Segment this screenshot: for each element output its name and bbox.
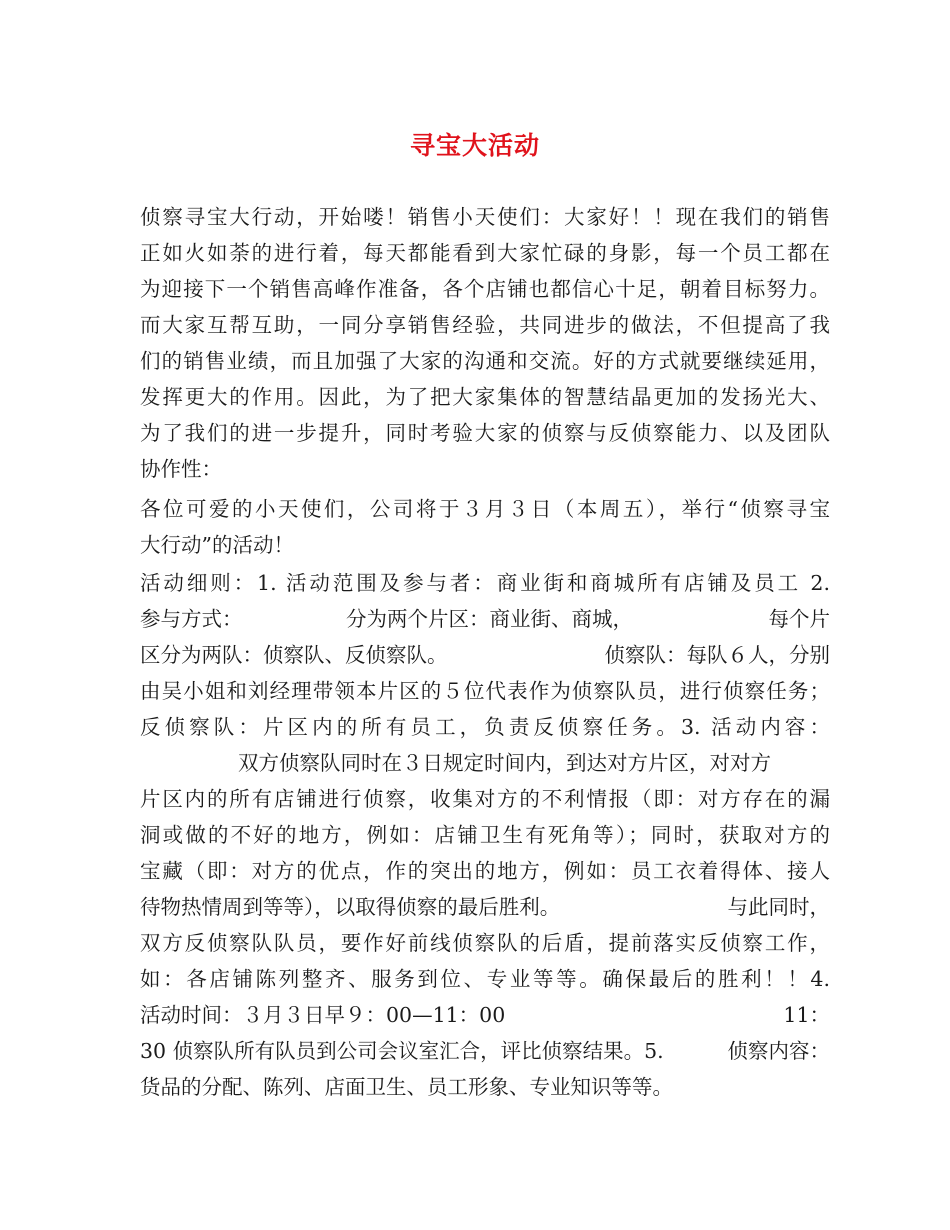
text-segment: 侦察队：每队６人，分别 [604,643,830,667]
paragraph-line: 如：各店铺陈列整齐、服务到位、专业等等。确保最后的胜利！！4. [140,967,830,991]
paragraph-line: 各位可爱的小天使们，公司将于３月３日（本周五），举行“侦察寻宝 [140,497,830,521]
paragraph-line-spaced [140,602,830,636]
paragraph-line: 协作性： [140,457,222,481]
text-segment: 侦察内容： [727,1039,830,1063]
paragraph-line: 宝藏（即：对方的优点，作的突出的地方，例如：员工衣着得体、接人 [140,859,830,883]
text-segment: 与此同时， [727,895,830,919]
text-segment: 待物热情周到等等），以取得侦察的最后胜利。 [140,895,561,919]
text-segment: 区分为两队：侦察队、反侦察队。 [140,643,448,667]
paragraph-line: 大行动”的活动！ [140,533,294,557]
paragraph-line-indented: 双方侦察队同时在３日规定时间内，到达对方片区，对对方 [238,751,771,775]
paragraph-line: 货品的分配、陈列、店面卫生、员工形象、专业知识等等。 [140,1075,673,1099]
paragraph-line: 为迎接下一个销售高峰作准备，各个店铺也都信心十足，朝着目标努力。 [140,277,830,301]
paragraph-line: 正如火如荼的进行着，每天都能看到大家忙碌的身影，每一个员工都在 [140,241,830,265]
paragraph-line: 们的销售业绩，而且加强了大家的沟通和交流。好的方式就要继续延用， [140,349,830,373]
text-segment: 30 侦察队所有队员到公司会议室汇合，评比侦察结果。5. [140,1039,664,1063]
paragraph-line: 活动细则：1. 活动范围及参与者：商业街和商城所有店铺及员工 2. [140,571,830,595]
text-segment: 活动时间：３月３日早９：00—11：00 [140,1003,506,1027]
text-segment: 11： [783,1003,830,1027]
paragraph-line: 反侦察队：片区内的所有员工，负责反侦察任务。3. 活动内容： [140,715,830,739]
paragraph-line: 片区内的所有店铺进行侦察，收集对方的不利情报（即：对方存在的漏 [140,787,830,811]
paragraph-line: 为了我们的进一步提升，同时考验大家的侦察与反侦察能力、以及团队 [140,421,830,445]
document-title: 寻宝大活动 [409,131,540,160]
paragraph-line: 侦察寻宝大行动，开始喽！销售小天使们：大家好！！现在我们的销售 [140,205,830,229]
paragraph-line-spaced [140,638,830,672]
paragraph-line: 而大家互帮互助，一同分享销售经验，共同进步的做法，不但提高了我 [140,313,830,337]
paragraph-line: 双方反侦察队队员，要作好前线侦察队的后盾，提前落实反侦察工作， [140,931,830,955]
paragraph-line: 发挥更大的作用。因此，为了把大家集体的智慧结晶更加的发扬光大、 [140,385,830,409]
paragraph-line-spaced [140,998,830,1032]
text-segment: 分为两个片区：商业街、商城， [346,607,633,631]
paragraph-line-spaced [140,890,830,924]
paragraph-line: 洞或做的不好的地方，例如：店铺卫生有死角等）；同时，获取对方的 [140,823,830,847]
paragraph-line: 由吴小姐和刘经理带领本片区的５位代表作为侦察队员，进行侦察任务； [140,679,830,703]
text-segment: 每个片 [768,607,830,631]
text-segment: 参与方式： [140,607,243,631]
paragraph-line-spaced [140,1034,830,1068]
